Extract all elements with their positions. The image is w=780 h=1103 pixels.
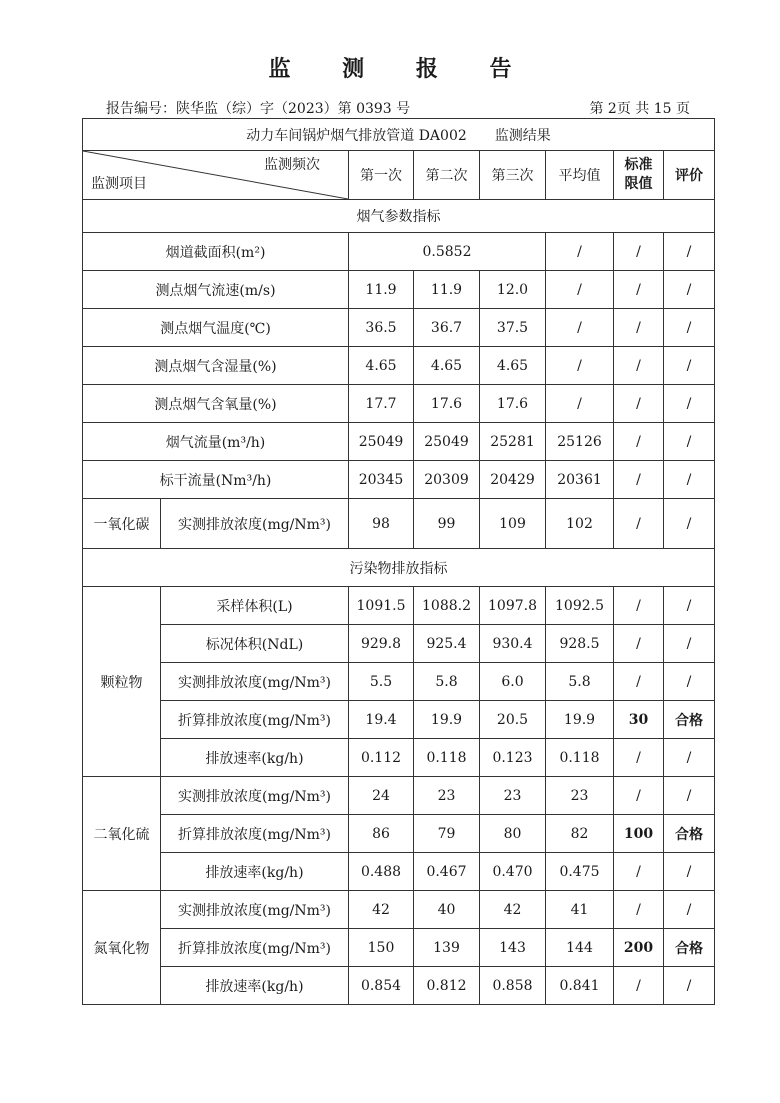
value-cell: 99	[414, 499, 480, 549]
header-item: 监测项目	[91, 176, 147, 192]
header-first: 第一次	[349, 151, 414, 200]
table-caption: 动力车间锅炉烟气排放管道 DA002 监测结果	[83, 119, 715, 151]
group-label-nox: 氮氧化物	[83, 891, 161, 1005]
value-cell: 25049	[349, 423, 414, 461]
avg-cell: 928.5	[546, 625, 614, 663]
table-row	[83, 385, 715, 423]
eval-cell: /	[664, 423, 715, 461]
value-cell: 139	[414, 929, 480, 967]
diagonal-header-cell	[83, 151, 349, 200]
value-cell: 17.7	[349, 385, 414, 423]
eval-cell: /	[664, 739, 715, 777]
avg-cell: 19.9	[546, 701, 614, 739]
avg-cell: 102	[546, 499, 614, 549]
eval-cell: /	[664, 271, 715, 309]
value-cell: 20429	[480, 461, 546, 499]
value-cell: 4.65	[414, 347, 480, 385]
value-cell: 42	[349, 891, 414, 929]
table-row	[83, 461, 715, 499]
eval-cell: /	[664, 777, 715, 815]
section-row-flue	[83, 200, 715, 233]
value-cell: 1091.5	[349, 587, 414, 625]
limit-cell: /	[614, 739, 664, 777]
merged-value: 0.5852	[349, 233, 546, 271]
eval-cell: /	[664, 347, 715, 385]
avg-cell: 25126	[546, 423, 614, 461]
limit-cell: /	[614, 461, 664, 499]
value-cell: 25049	[414, 423, 480, 461]
avg-cell: /	[546, 309, 614, 347]
limit-cell: /	[614, 423, 664, 461]
value-cell: 0.470	[480, 853, 546, 891]
limit-cell: /	[614, 347, 664, 385]
avg-cell: 23	[546, 777, 614, 815]
row-label: 实测排放浓度(mg/Nm³)	[161, 499, 349, 549]
eval-cell: /	[664, 499, 715, 549]
row-label: 标干流量(Nm³/h)	[83, 461, 349, 499]
table-row	[83, 423, 715, 461]
limit-cell: /	[614, 663, 664, 701]
table-row	[83, 891, 715, 929]
row-label: 测点烟气含湿量(%)	[83, 347, 349, 385]
eval-cell: /	[664, 385, 715, 423]
group-label-co: 一氧化碳	[83, 499, 161, 549]
report-number: 报告编号：陕华监（综）字（2023）第 0393 号	[106, 101, 411, 117]
section-row-pollutant	[83, 549, 715, 587]
avg-cell: 1092.5	[546, 587, 614, 625]
table-row	[83, 233, 715, 271]
limit-cell: /	[614, 309, 664, 347]
value-cell: 25281	[480, 423, 546, 461]
eval-cell: /	[664, 853, 715, 891]
avg-cell: 5.8	[546, 663, 614, 701]
value-cell: 929.8	[349, 625, 414, 663]
value-cell: 925.4	[414, 625, 480, 663]
eval-cell: 合格	[664, 701, 715, 739]
eval-cell: /	[664, 461, 715, 499]
limit-cell: /	[614, 853, 664, 891]
header-limit-line1: 标准	[624, 157, 653, 173]
value-cell: 0.812	[414, 967, 480, 1005]
table-row	[83, 929, 715, 967]
limit-cell: /	[614, 499, 664, 549]
limit-cell: /	[614, 233, 664, 271]
value-cell: 20345	[349, 461, 414, 499]
avg-cell: 0.118	[546, 739, 614, 777]
value-cell: 1097.8	[480, 587, 546, 625]
header-frequency: 监测频次	[264, 157, 320, 173]
eval-cell: /	[664, 309, 715, 347]
value-cell: 5.5	[349, 663, 414, 701]
value-cell: 143	[480, 929, 546, 967]
table-row	[83, 663, 715, 701]
limit-cell: 100	[614, 815, 664, 853]
value-cell: 36.7	[414, 309, 480, 347]
table-row	[83, 625, 715, 663]
table-row	[83, 347, 715, 385]
header-limit	[614, 151, 664, 200]
limit-cell: /	[614, 777, 664, 815]
row-label: 排放速率(kg/h)	[161, 967, 349, 1005]
avg-cell: /	[546, 385, 614, 423]
value-cell: 5.8	[414, 663, 480, 701]
value-cell: 36.5	[349, 309, 414, 347]
value-cell: 4.65	[349, 347, 414, 385]
eval-cell: /	[664, 233, 715, 271]
value-cell: 109	[480, 499, 546, 549]
header-row	[83, 151, 715, 200]
row-label: 烟气流量(m³/h)	[83, 423, 349, 461]
value-cell: 42	[480, 891, 546, 929]
table-row	[83, 587, 715, 625]
row-label: 折算排放浓度(mg/Nm³)	[161, 701, 349, 739]
value-cell: 37.5	[480, 309, 546, 347]
table-row	[83, 967, 715, 1005]
row-label: 标况体积(NdL)	[161, 625, 349, 663]
eval-cell: 合格	[664, 929, 715, 967]
limit-cell: 30	[614, 701, 664, 739]
value-cell: 0.118	[414, 739, 480, 777]
value-cell: 0.488	[349, 853, 414, 891]
header-limit-line2: 限值	[624, 176, 653, 192]
row-label: 实测排放浓度(mg/Nm³)	[161, 891, 349, 929]
avg-cell: 144	[546, 929, 614, 967]
avg-cell: 41	[546, 891, 614, 929]
row-label: 采样体积(L)	[161, 587, 349, 625]
value-cell: 11.9	[414, 271, 480, 309]
avg-cell: /	[546, 271, 614, 309]
eval-cell: /	[664, 967, 715, 1005]
value-cell: 23	[480, 777, 546, 815]
caption-row	[83, 119, 715, 151]
table-row	[83, 701, 715, 739]
row-label: 实测排放浓度(mg/Nm³)	[161, 777, 349, 815]
table-row	[83, 777, 715, 815]
limit-cell: 200	[614, 929, 664, 967]
table-row	[83, 815, 715, 853]
results-table	[82, 118, 715, 1005]
header-second: 第二次	[414, 151, 480, 200]
value-cell: 23	[414, 777, 480, 815]
value-cell: 11.9	[349, 271, 414, 309]
table-row	[83, 271, 715, 309]
value-cell: 0.854	[349, 967, 414, 1005]
header-average: 平均值	[546, 151, 614, 200]
section-pollutant-title: 污染物排放指标	[83, 549, 715, 587]
avg-cell: 0.841	[546, 967, 614, 1005]
limit-cell: /	[614, 587, 664, 625]
value-cell: 0.112	[349, 739, 414, 777]
value-cell: 1088.2	[414, 587, 480, 625]
value-cell: 80	[480, 815, 546, 853]
value-cell: 17.6	[480, 385, 546, 423]
table-row	[83, 853, 715, 891]
row-label: 测点烟气温度(℃)	[83, 309, 349, 347]
row-label: 折算排放浓度(mg/Nm³)	[161, 815, 349, 853]
row-label: 排放速率(kg/h)	[161, 853, 349, 891]
value-cell: 150	[349, 929, 414, 967]
value-cell: 86	[349, 815, 414, 853]
limit-cell: /	[614, 967, 664, 1005]
value-cell: 0.467	[414, 853, 480, 891]
row-label: 测点烟气流速(m/s)	[83, 271, 349, 309]
row-label: 测点烟气含氧量(%)	[83, 385, 349, 423]
eval-cell: 合格	[664, 815, 715, 853]
value-cell: 930.4	[480, 625, 546, 663]
avg-cell: 20361	[546, 461, 614, 499]
value-cell: 20309	[414, 461, 480, 499]
table-row	[83, 499, 715, 549]
header-third: 第三次	[480, 151, 546, 200]
value-cell: 40	[414, 891, 480, 929]
value-cell: 98	[349, 499, 414, 549]
avg-cell: /	[546, 347, 614, 385]
avg-cell: 82	[546, 815, 614, 853]
value-cell: 12.0	[480, 271, 546, 309]
group-label-so2: 二氧化硫	[83, 777, 161, 891]
section-flue-title: 烟气参数指标	[83, 200, 715, 233]
value-cell: 0.858	[480, 967, 546, 1005]
value-cell: 19.4	[349, 701, 414, 739]
group-label-particulate: 颗粒物	[83, 587, 161, 777]
row-label: 折算排放浓度(mg/Nm³)	[161, 929, 349, 967]
eval-cell: /	[664, 663, 715, 701]
value-cell: 4.65	[480, 347, 546, 385]
eval-cell: /	[664, 587, 715, 625]
value-cell: 79	[414, 815, 480, 853]
limit-cell: /	[614, 385, 664, 423]
limit-cell: /	[614, 625, 664, 663]
header-evaluation: 评价	[664, 151, 715, 200]
value-cell: 0.123	[480, 739, 546, 777]
avg-cell: 0.475	[546, 853, 614, 891]
row-label: 排放速率(kg/h)	[161, 739, 349, 777]
page-title: 监 测 报 告	[268, 57, 534, 82]
row-label: 实测排放浓度(mg/Nm³)	[161, 663, 349, 701]
table-row	[83, 309, 715, 347]
value-cell: 17.6	[414, 385, 480, 423]
eval-cell: /	[664, 625, 715, 663]
value-cell: 19.9	[414, 701, 480, 739]
page-indicator: 第 2页 共 15 页	[589, 101, 690, 117]
avg-cell: /	[546, 233, 614, 271]
value-cell: 20.5	[480, 701, 546, 739]
row-label: 烟道截面积(m²)	[83, 233, 349, 271]
limit-cell: /	[614, 271, 664, 309]
value-cell: 6.0	[480, 663, 546, 701]
eval-cell: /	[664, 891, 715, 929]
table-row	[83, 739, 715, 777]
value-cell: 24	[349, 777, 414, 815]
limit-cell: /	[614, 891, 664, 929]
